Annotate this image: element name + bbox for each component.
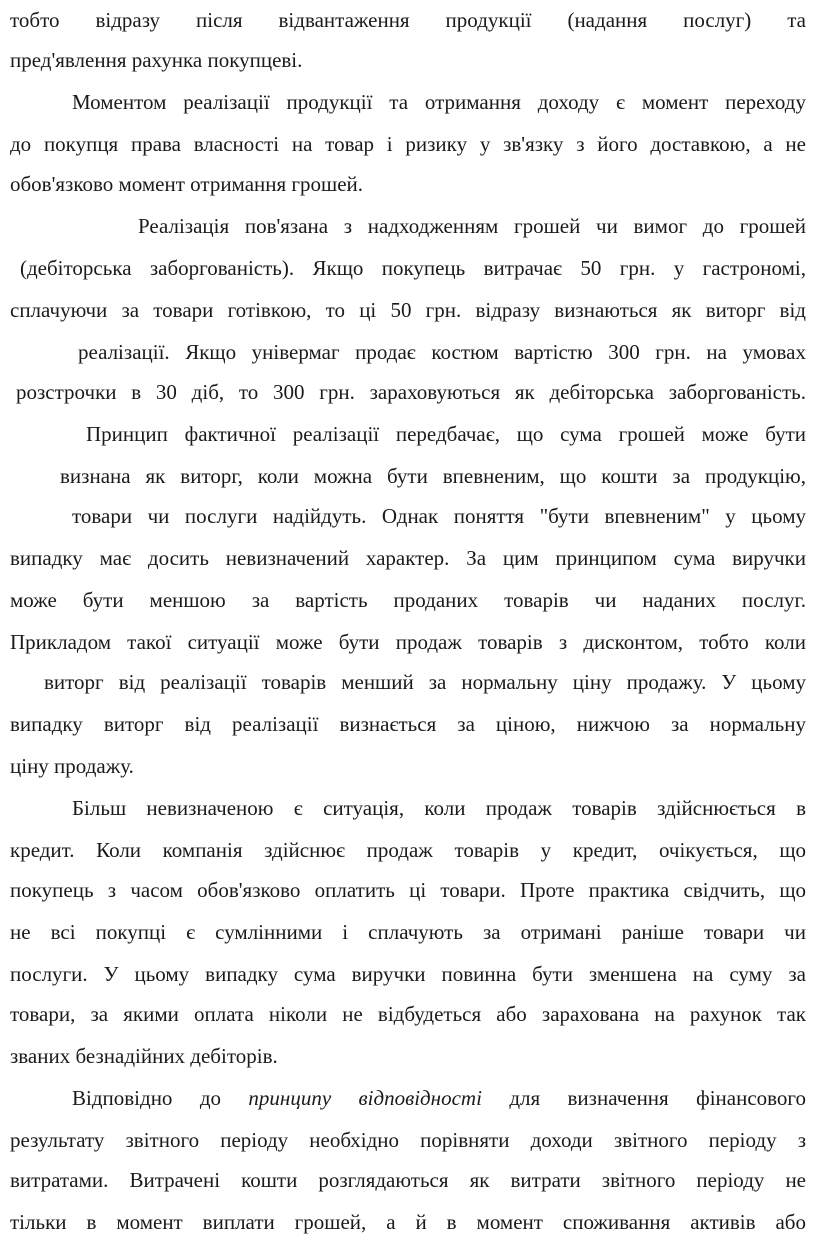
text-line: може бути меншою за вартість проданих товарів чи наданих послуг. [10,588,806,612]
text-line: званих безнадійних дебіторів. [10,1044,278,1068]
text-line: кредит. Коли компанія здійснює продаж товарів у кредит, очікується, що [10,838,806,862]
text-line: не всі покупці є сумлінними і сплачують за отримані раніше товари чи [10,920,806,944]
text-line: тільки в момент виплати грошей, а й в момент споживання активів або [10,1210,806,1234]
text-line: результату звітного періоду необхідно порівняти доходи звітного періоду з [10,1128,806,1152]
paragraph-start-line: Реалізація пов'язана з надходженням грошей чи вимог до грошей [138,214,806,238]
text-line: покупець з часом обов'язково оплатить ці товари. Проте практика свідчить, що [10,878,806,902]
text-line: ціну продажу. [10,754,134,778]
text-line: сплачуючи за товари готівкою, то ці 50 грн. відразу визнаються як виторг від [10,298,806,322]
text-line: виторг від реалізації товарів менший за нормальну ціну продажу. У цьому [44,670,806,694]
text-line: до покупця права власності на товар і ризику у зв'язку з його доставкою, а не [10,132,806,156]
text-line: випадку виторг від реалізації визнається за ціною, нижчою за нормальну [10,712,806,736]
text-line: товари, за якими оплата ніколи не відбудеться або зарахована на рахунок так [10,1002,806,1026]
text-line: послуги. У цьому випадку сума виручки повинна бути зменшена на суму за [10,962,806,986]
italic-term: принципу відповідності [248,1086,482,1110]
text-line: випадку має досить невизначений характер. За цим принципом сума виручки [10,546,806,570]
text-span: для визначення фінансового [509,1086,807,1110]
text-span: Відповідно до [72,1086,222,1110]
text-line: товари чи послуги надійдуть. Однак поняття "бути впевненим" у цьому [72,504,806,528]
text-line: тобто відразу після відвантаження продукції (надання послуг) та [10,8,806,32]
text-line: визнана як виторг, коли можна бути впевненим, що кошти за продукцію, [60,464,806,488]
text-line: обов'язково момент отримання грошей. [10,172,364,196]
text-line: розстрочки в 30 діб, то 300 грн. зараховуються як дебіторська заборгованість. [16,380,806,404]
paragraph-start-line: Принцип фактичної реалізації передбачає, що сума грошей може бути [86,422,806,446]
text-line: реалізації. Якщо універмаг продає костюм вартістю 300 грн. на умовах [78,340,806,364]
text-line: витратами. Витрачені кошти розглядаються як витрати звітного періоду не [10,1168,806,1192]
text-line: Прикладом такої ситуації може бути продаж товарів з дисконтом, тобто коли [10,630,806,654]
paragraph-start-line: Більш невизначеною є ситуація, коли продаж товарів здійснюється в [72,796,806,820]
paragraph-start-line [0,1084,816,1112]
text-line: пред'явлення рахунка покупцеві. [10,48,303,72]
text-line: (дебіторська заборгованість). Якщо покупець витрачає 50 грн. у гастрономі, [20,256,806,280]
paragraph-start-line: Моментом реалізації продукції та отримання доходу є момент переходу [72,90,806,114]
